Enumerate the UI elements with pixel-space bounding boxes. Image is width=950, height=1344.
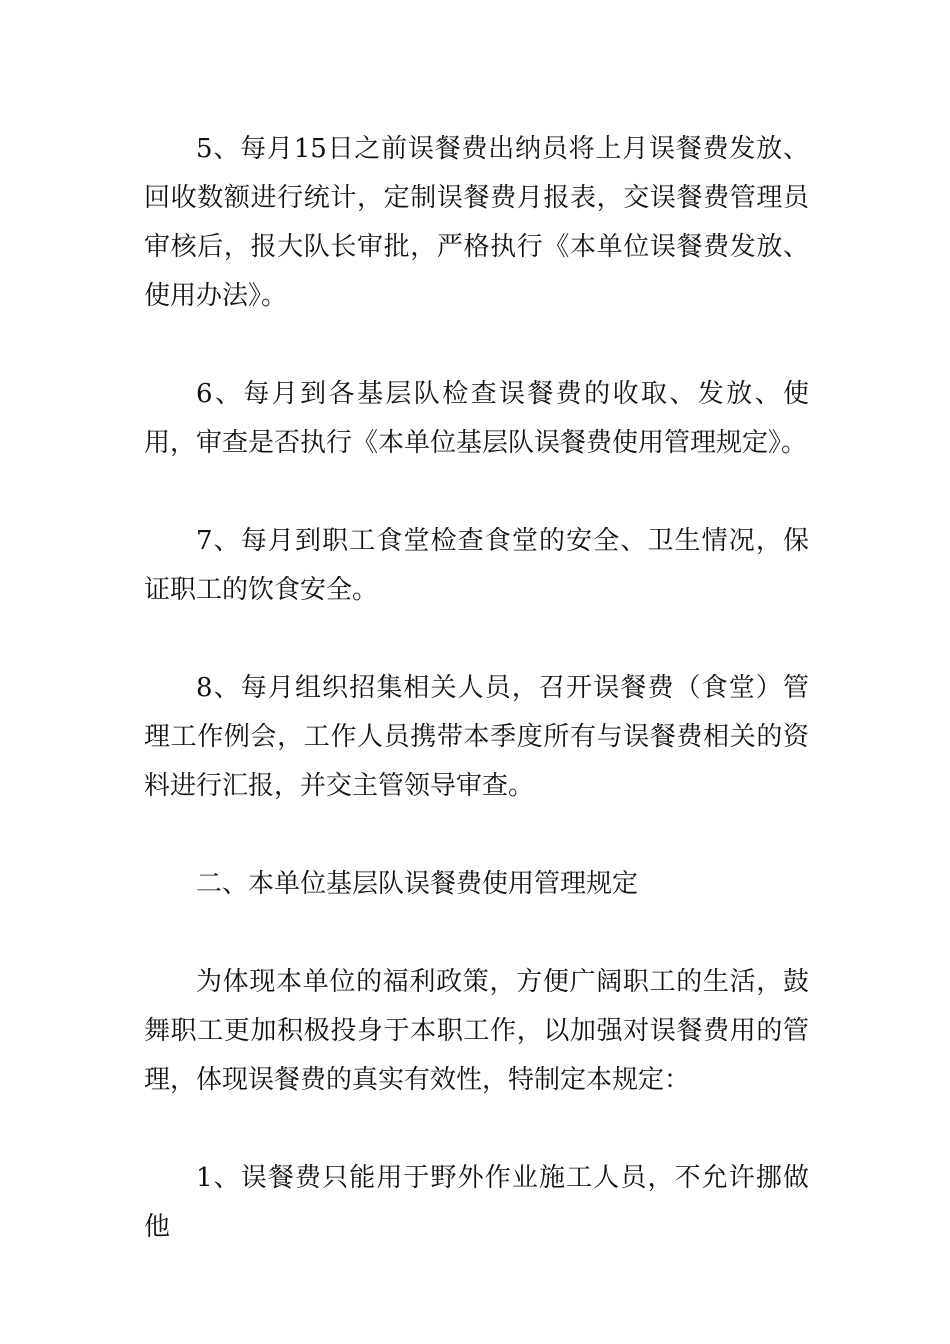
paragraph-spacer: [144, 811, 809, 860]
paragraph-rule-5: 5、每月15日之前误餐费出纳员将上月误餐费发放、回收数额进行统计，定制误餐费月报表，交误餐费管理员审核后，报大队长审批，严格执行《本单位误餐费发放、使用办法》。: [144, 134, 809, 311]
paragraph-rule-7: 7、每月到职工食堂检查食堂的安全、卫生情况，保证职工的饮食安全。: [144, 526, 809, 605]
paragraph-spacer: [144, 615, 809, 664]
paragraph-spacer: [144, 1105, 809, 1154]
paragraph-spacer: [144, 321, 809, 370]
paragraph-intro: 为体现本单位的福利政策，方便广阔职工的生活，鼓舞职工更加积极投身于本职工作，以加强对误餐费用的管理，体现误餐费的真实有效性，特制定本规定：: [144, 967, 809, 1095]
paragraph-rule-8: 8、每月组织招集相关人员，召开误餐费（食堂）管理工作例会，工作人员携带本季度所有与误餐费相关的资料进行汇报，并交主管领导审查。: [144, 673, 809, 801]
section-heading: 二、本单位基层队误餐费使用管理规定: [196, 869, 639, 899]
document-body: [144, 125, 809, 1252]
paragraph-spacer: [144, 909, 809, 958]
paragraph-rule-6: 6、每月到各基层队检查误餐费的收取、发放、使用，审查是否执行《本单位基层队误餐费使用管理规定》。: [144, 379, 809, 458]
paragraph-rule-1: 1、误餐费只能用于野外作业施工人员，不允许挪做他: [144, 1163, 809, 1242]
paragraph-spacer: [144, 468, 809, 517]
